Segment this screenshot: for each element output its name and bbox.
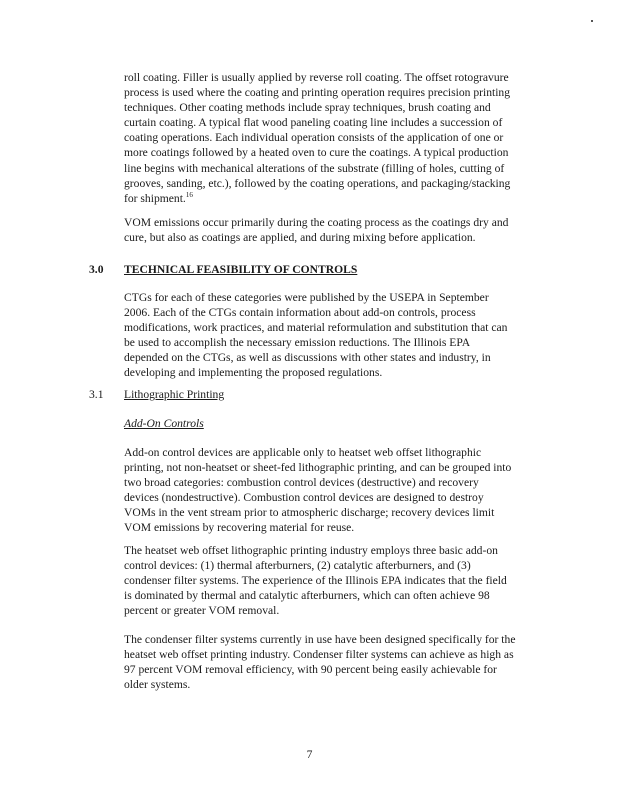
paragraph-coating-methods bbox=[124, 70, 516, 206]
subsection-title: Lithographic Printing bbox=[124, 388, 225, 401]
page-number: 7 bbox=[306, 748, 313, 761]
section-title: TECHNICAL FEASIBILITY OF CONTROLS bbox=[124, 263, 358, 276]
subheading-add-on-controls: Add-On Controls bbox=[124, 417, 204, 430]
footnote-marker: 16 bbox=[185, 190, 193, 199]
scan-mark bbox=[591, 20, 593, 22]
paragraph-heatset-industry: The heatset web offset lithographic printing industry employs three basic add-on control devices: (1) thermal afterburners, (2) catalytic afterburners, and (3) condenser filter systems. The experience of the Illinois EPA indicates that the field is dominated by thermal and catalytic afterburners, which can often achieve 98 percent or greater VOM removal. bbox=[124, 544, 507, 618]
section-number: 3.0 bbox=[89, 263, 104, 276]
paragraph-ctgs: CTGs for each of these categories were published by the USEPA in September 2006. Each of the CTGs contain information about add-on controls, process modifications, work practices, and material reformulation and substitution that can be used to accomplish the necessary emission reductions. The Illinois EPA depended on the CTGs, as well as discussions with other states and industry, in developing and implementing the proposed regulations. bbox=[124, 291, 508, 380]
paragraph-add-on-devices: Add-on control devices are applicable only to heatset web offset lithographic printing, not non-heatset or sheet-fed lithographic printing, and can be grouped into two broad categories: combustion control devices (destructive) and recovery devices (nondestructive). Combustion control devices are designed to destroy VOMs in the vent stream prior to atmospheric discharge; recovery devices limit VOM emissions by recovering material for reuse. bbox=[124, 446, 512, 535]
subsection-number: 3.1 bbox=[89, 388, 104, 401]
paragraph-condenser-filter: The condenser filter systems currently in use have been designed specifically for the heatset web offset printing industry. Condenser filter systems can achieve as high as 97 percent VOM removal efficiency, with 90 percent being easily achievable for older systems. bbox=[124, 633, 516, 692]
paragraph-text: roll coating. Filler is usually applied by reverse roll coating. The offset rotogravure process is used where the coating and printing operation requires precision printing techniques. Other coating methods include spray techniques, brush coating and curtain coating. A typical flat wood paneling coating line includes a succession of coating operations. Each individual operation consists of the application of one or more coatings followed by a heated oven to cure the coatings. A typical production line begins with mechanical alterations of the substrate (filling of holes, cutting of grooves, sanding, etc.), followed by the coating operations, and packaging/stacking for shipment. bbox=[124, 71, 511, 205]
paragraph-vom-emissions: VOM emissions occur primarily during the coating process as the coatings dry and cure, but also as coatings are applied, and during mixing before application. bbox=[124, 216, 509, 245]
